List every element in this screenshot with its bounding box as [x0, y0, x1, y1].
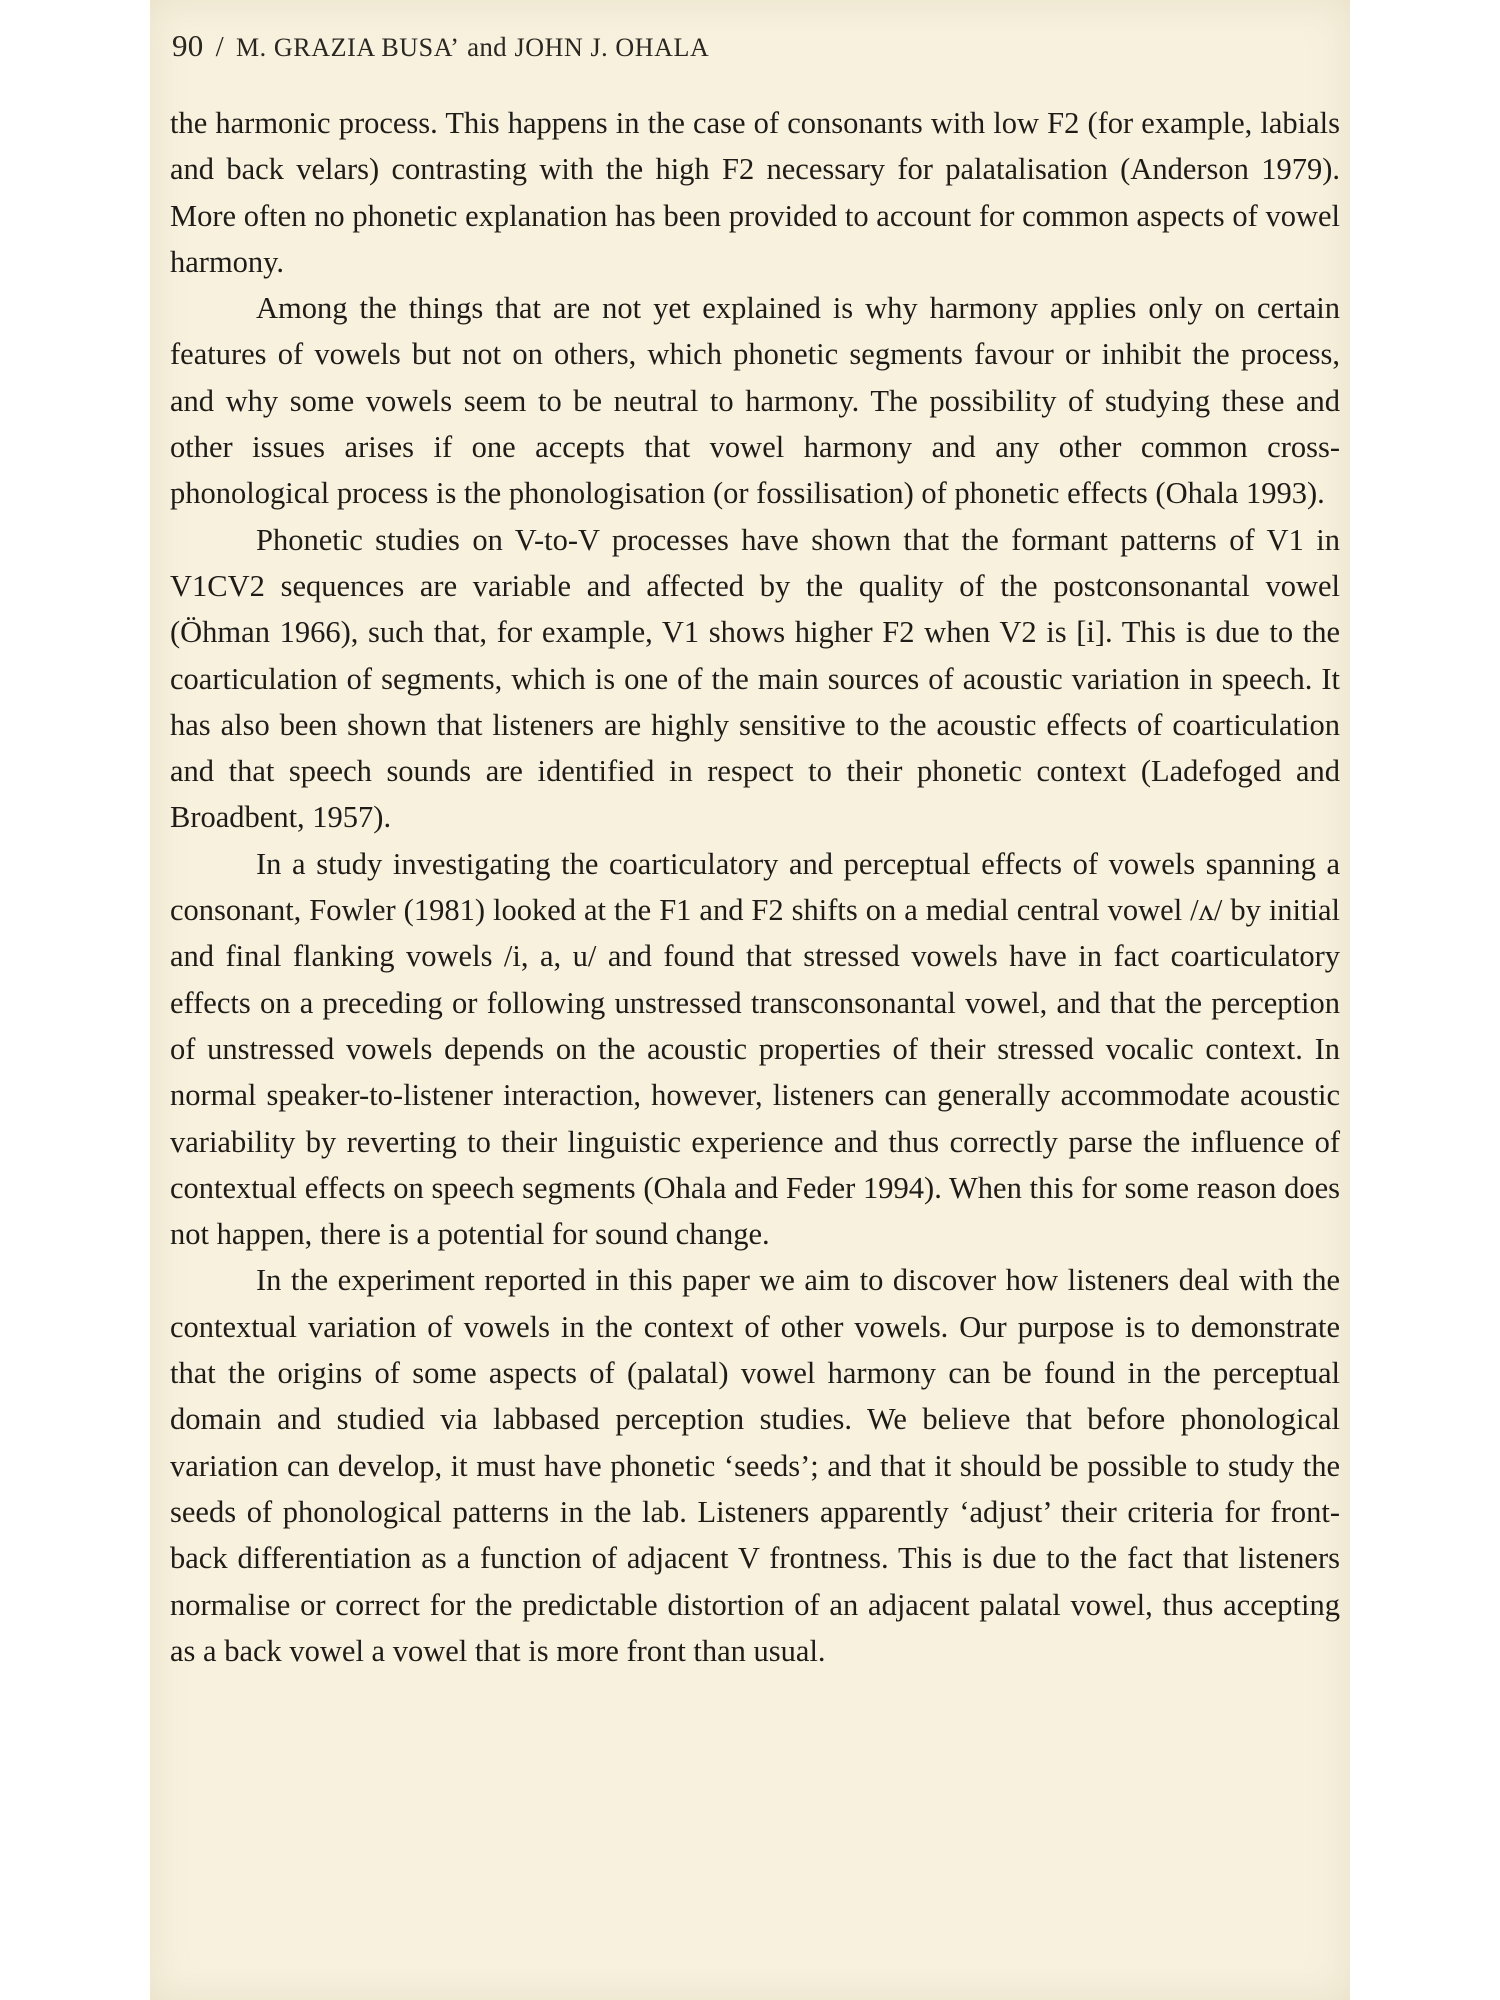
- running-head: [172, 28, 709, 64]
- paragraph-5: In the experiment reported in this paper we aim to discover how listeners deal with the contextual variation of vowels in the context of other vowels. Our purpose is to demonstrate that the origins of some aspects of (palatal) vowel harmony can be found in the perceptual domain and studied via labbased perception studies. We believe that before phonological variation can develop, it must have phonetic ‘seeds’; and that it should be possible to study the seeds of phonological patterns in the lab. Listeners apparently ‘adjust’ their criteria for front-back differentiation as a function of adjacent V frontness. This is due to the fact that listeners normalise or correct for the predictable distortion of an adjacent palatal vowel, thus accepting as a back vowel a vowel that is more front than usual.: [170, 1263, 1340, 1668]
- paragraph-3: Phonetic studies on V-to-V processes have shown that the formant patterns of V1 in V1CV2 sequences are variable and affected by the quality of the postconsonantal vowel (Öhman 1966), such that, for example, V1 shows higher F2 when V2 is [i]. This is due to the coarticulation of segments, which is one of the main sources of acoustic variation in speech. It has also been shown that listeners are highly sensitive to the acoustic effects of coarticulation and that speech sounds are identified in respect to their phonetic context (Ladefoged and Broadbent, 1957).: [170, 522, 1340, 835]
- paragraph-4: In a study investigating the coarticulatory and perceptual effects of vowels spanning a consonant, Fowler (1981) looked at the F1 and F2 shifts on a medial central vowel /ʌ/ by initial and final flanking vowels /i, a, u/ and found that stressed vowels have in fact coarticulatory effects on a preceding or following unstressed transconsonantal vowel, and that the perception of unstressed vowels depends on the acoustic properties of their stressed vocalic context. In normal speaker-to-listener interaction, however, listeners can generally accommodate acoustic variability by reverting to their linguistic experience and thus correctly parse the influence of contextual effects on speech segments (Ohala and Feder 1994). When this for some reason does not happen, there is a potential for sound change.: [170, 846, 1340, 1252]
- header-separator: /: [215, 31, 224, 63]
- author-1: M. GRAZIA BUSA’: [235, 33, 460, 62]
- author-conjunction: and: [467, 32, 507, 62]
- page-number: 90: [172, 28, 204, 63]
- book-page: [150, 0, 1350, 2000]
- paragraph-2: Among the things that are not yet explained is why harmony applies only on certain features of vowels but not on others, which phonetic segments favour or inhibit the process, and why some vowels seem to be neutral to harmony. The possibility of studying these and other issues arises if one accepts that vowel harmony and any other common cross-phonological process is the phonologisation (or fossilisation) of phonetic effects (Ohala 1993).: [170, 291, 1340, 511]
- body-text: [170, 100, 1340, 1674]
- author-2: JOHN J. OHALA: [514, 33, 710, 62]
- paragraph-1: the harmonic process. This happens in the case of consonants with low F2 (for example, labials and back velars) contrasting with the high F2 necessary for palatalisation (Anderson 1979). More often no phonetic explanation has been provided to account for common aspects of vowel harmony.: [170, 106, 1340, 279]
